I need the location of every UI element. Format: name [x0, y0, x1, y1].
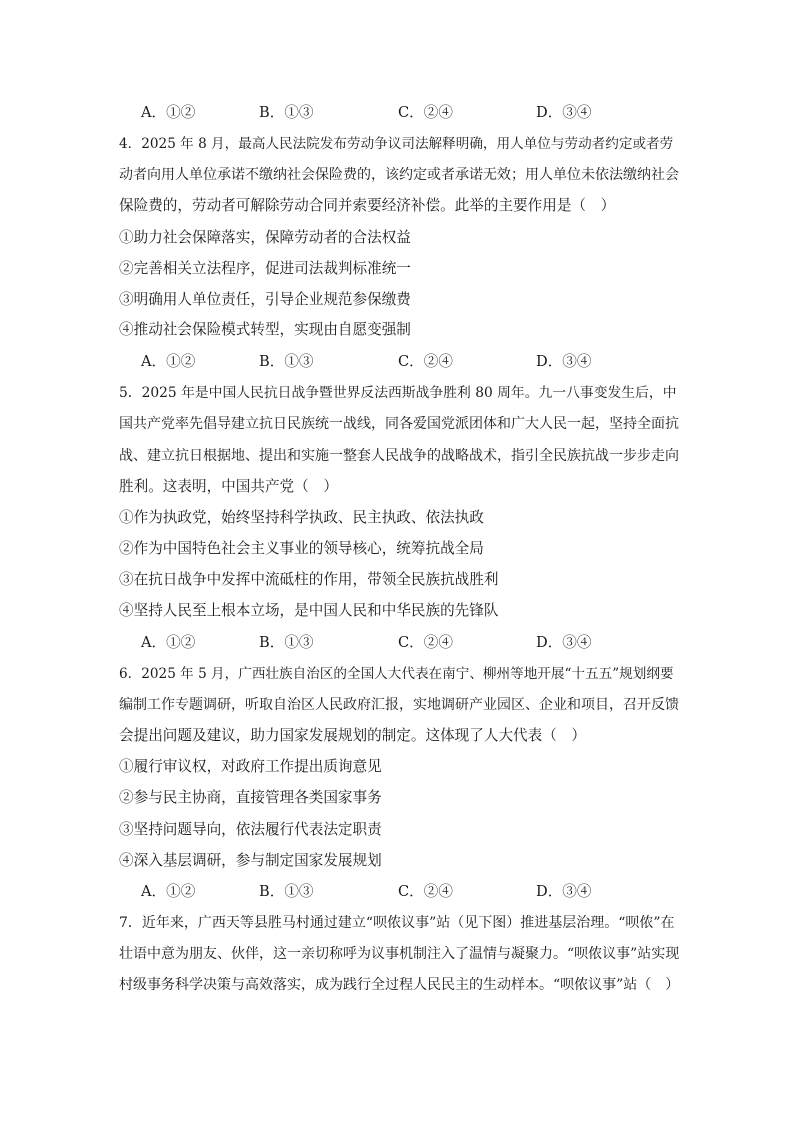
q5-stem-line-1: 5．2025 年是中国人民抗日战争暨世界反法西斯战争胜利 80 周年。九一八事变发生后，中 [119, 385, 677, 401]
option-b: B．①③ [259, 104, 314, 121]
q4-item-2: ②完善相关立法程序，促进司法裁判标准统一 [119, 260, 411, 277]
q4-stem-line-2: 动者向用人单位承诺不缴纳社会保险费的，该约定或者承诺无效；用人单位未依法缴纳社会 [119, 167, 679, 183]
option-c: C．②④ [398, 104, 453, 121]
q6-item-4: ④深入基层调研，参与制定国家发展规划 [119, 852, 382, 869]
q6-item-3: ③坚持问题导向，依法履行代表法定职责 [119, 821, 382, 838]
q6-stem-line-2: 编制工作专题调研，听取自治区人民政府汇报，实地调研产业园区、企业和项目，召开反馈 [119, 697, 679, 713]
option-b: B．①③ [259, 883, 314, 900]
option-d: D．③④ [536, 883, 592, 900]
q4-item-4: ④推动社会保险模式转型，实现由自愿变强制 [119, 321, 411, 338]
q4-stem-line-3: 保险费的，劳动者可解除劳动合同并索要经济补偿。此举的主要作用是（ ） [119, 197, 616, 214]
q5-item-3: ③在抗日战争中发挥中流砥柱的作用，带领全民族抗战胜利 [119, 571, 499, 588]
q5-options [141, 633, 661, 653]
option-d: D．③④ [536, 104, 592, 121]
q6-item-1: ①履行审议权，对政府工作提出质询意见 [119, 758, 382, 775]
option-c: C．②④ [398, 353, 453, 370]
option-b: B．①③ [259, 353, 314, 370]
q5-stem-line-4: 胜利。这表明，中国共产党（ ） [119, 478, 338, 495]
q6-item-2: ②参与民主协商，直接管理各类国家事务 [119, 789, 382, 806]
option-d: D．③④ [536, 353, 592, 370]
option-a: A．①② [141, 883, 196, 900]
q7-stem-line-2: 壮语中意为朋友、伙伴，这一亲切称呼为议事机制注入了温情与凝聚力。“呗侬议事”站实现 [119, 946, 680, 962]
option-b: B．①③ [259, 634, 314, 651]
q4-item-3: ③明确用人单位责任，引导企业规范参保缴费 [119, 291, 411, 308]
q5-stem-line-3: 战、建立抗日根据地、提出和实施一整套人民战争的战略战术，指引全民族抗战一步步走向 [119, 448, 679, 464]
option-c: C．②④ [398, 883, 453, 900]
q6-stem-line-1: 6．2025 年 5 月，广西壮族自治区的全国人大代表在南宁、柳州等地开展“十五五”规划纲要 [119, 666, 674, 682]
q5-item-1: ①作为执政党，始终坚持科学执政、民主执政、依法执政 [119, 509, 484, 526]
option-a: A．①② [141, 353, 196, 370]
option-d: D．③④ [536, 634, 592, 651]
option-a: A．①② [141, 634, 196, 651]
q7-stem-line-1: 7．近年来，广西天等县胜马村通过建立“呗侬议事”站（见下图）推进基层治理。“呗侬”在 [119, 915, 675, 931]
q7-stem-line-3: 村级事务科学决策与高效落实，成为践行全过程人民民主的生动样本。“呗侬议事”站（ ） [119, 977, 680, 993]
option-a: A．①② [141, 104, 196, 121]
q5-item-2: ②作为中国特色社会主义事业的领导核心，统筹抗战全局 [119, 540, 484, 557]
q4-options [141, 352, 661, 372]
q4-stem-line-1: 4．2025 年 8 月，最高人民法院发布劳动争议司法解释明确，用人单位与劳动者约定或者劳 [119, 136, 674, 152]
option-c: C．②④ [398, 634, 453, 651]
q6-stem-line-3: 会提出问题及建议，助力国家发展规划的制定。这体现了人大代表（ ） [119, 727, 587, 744]
q6-options [141, 882, 661, 902]
q5-item-4: ④坚持人民至上根本立场，是中国人民和中华民族的先锋队 [119, 602, 499, 619]
q5-stem-line-2: 国共产党率先倡导建立抗日民族统一战线，同各爱国党派团体和广大人民一起，坚持全面抗 [119, 416, 679, 432]
q4-item-1: ①助力社会保障落实，保障劳动者的合法权益 [119, 229, 411, 246]
q3-options [141, 103, 661, 123]
